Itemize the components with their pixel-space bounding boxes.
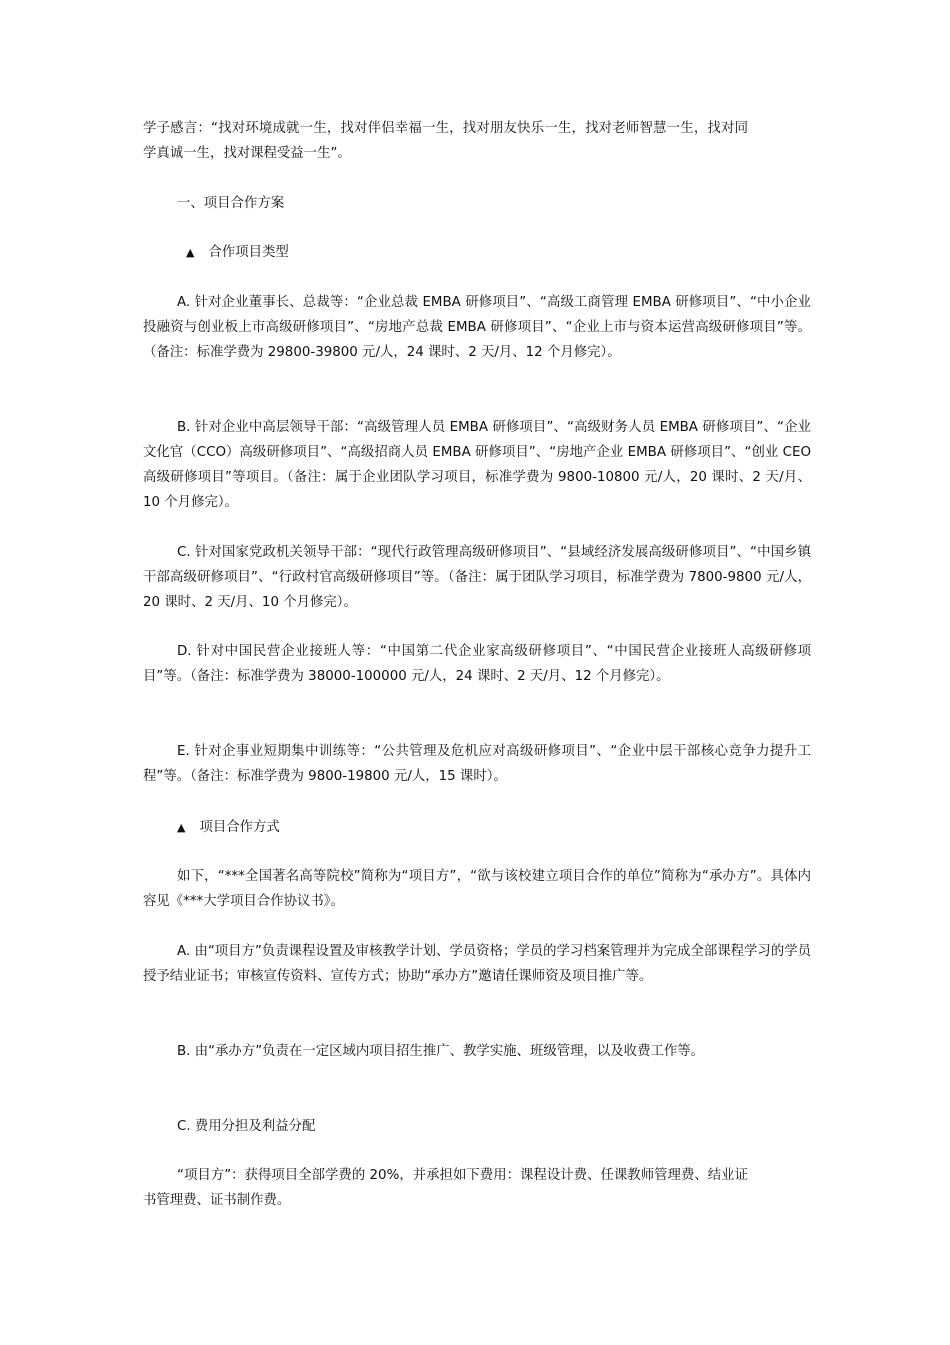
subheading-methods	[177, 815, 280, 840]
item-b: B. 针对企业中高层领导干部：“高级管理人员 EMBA 研修项目”、“高级财务人员 EMBA 研修项目”、“企业文化官（CCO）高级研修项目”、“高级招商人员 EMBA 研修项目”、“房地产企业 EMBA 研修项目”、“创业 CEO 高级研修项目”等项目。（备注：属于企业团队学习项目，标准学费为 9800-10800 元/人，20 课时、2 天/月、10 个月修完）。	[143, 420, 811, 510]
subheading-types	[186, 240, 289, 265]
intro-paragraph: 如下，“***全国著名高等院校”简称为“项目方”，“欲与该校建立项目合作的单位”简称为“承办方”。具体内容见《***大学项目合作协议书》。	[143, 869, 811, 909]
item-c: C. 针对国家党政机关领导干部：“现代行政管理高级研修项目”、“县域经济发展高级研修项目”、“中国乡镇干部高级研修项目”、“行政村官高级研修项目”等。（备注：属于团队学习项目，标准学费为 7800-9800 元/人，20 课时、2 天/月、10 个月修完）。	[143, 545, 811, 610]
triangle-icon: ▲	[186, 246, 195, 259]
method-a: A. 由“项目方”负责课程设置及审核教学计划、学员资格；学员的学习档案管理并为完成全部课程学习的学员授予结业证书；审核宣传资料、宣传方式；协助“承办方”邀请任课师资及项目推广等。	[143, 944, 811, 984]
subheading-types-label: 合作项目类型	[208, 245, 289, 260]
item-e: E. 针对企事业短期集中训练等：“公共管理及危机应对高级研修项目”、“企业中层干部核心竞争力提升工程”等。（备注：标准学费为 9800-19800 元/人，15 课时）。	[143, 744, 811, 784]
item-a: A. 针对企业董事长、总裁等：“企业总裁 EMBA 研修项目”、“高级工商管理 EMBA 研修项目”、“中小企业投融资与创业板上市高级研修项目”、“房地产总裁 EMBA 研修项目”、“企业上市与资本运营高级研修项目”等。（备注：标准学费为 29800-39800 元/人，24 课时、2 天/月、12 个月修完）。	[143, 295, 811, 360]
motto-paragraph: 学子感言：“找对环境成就一生，找对伴侣幸福一生，找对朋友快乐一生，找对老师智慧一生，找对同学真诚一生，找对课程受益一生”。	[143, 121, 748, 161]
fee-split: “项目方”：获得项目全部学费的 20%，并承担如下费用：课程设计费、任课教师管理费、结业证书管理费、证书制作费。	[143, 1168, 748, 1208]
section-title: 一、项目合作方案	[177, 196, 285, 211]
triangle-icon: ▲	[177, 821, 186, 834]
item-d: D. 针对中国民营企业接班人等：“中国第二代企业家高级研修项目”、“中国民营企业接班人高级研修项目”等。（备注：标准学费为 38000-100000 元/人，24 课时、2 天/月、12 个月修完）。	[143, 644, 811, 684]
subheading-methods-label: 项目合作方式	[199, 820, 280, 835]
method-b: B. 由“承办方”负责在一定区域内项目招生推广、教学实施、班级管理，以及收费工作等。	[177, 1044, 705, 1059]
method-c: C. 费用分担及利益分配	[177, 1119, 316, 1134]
